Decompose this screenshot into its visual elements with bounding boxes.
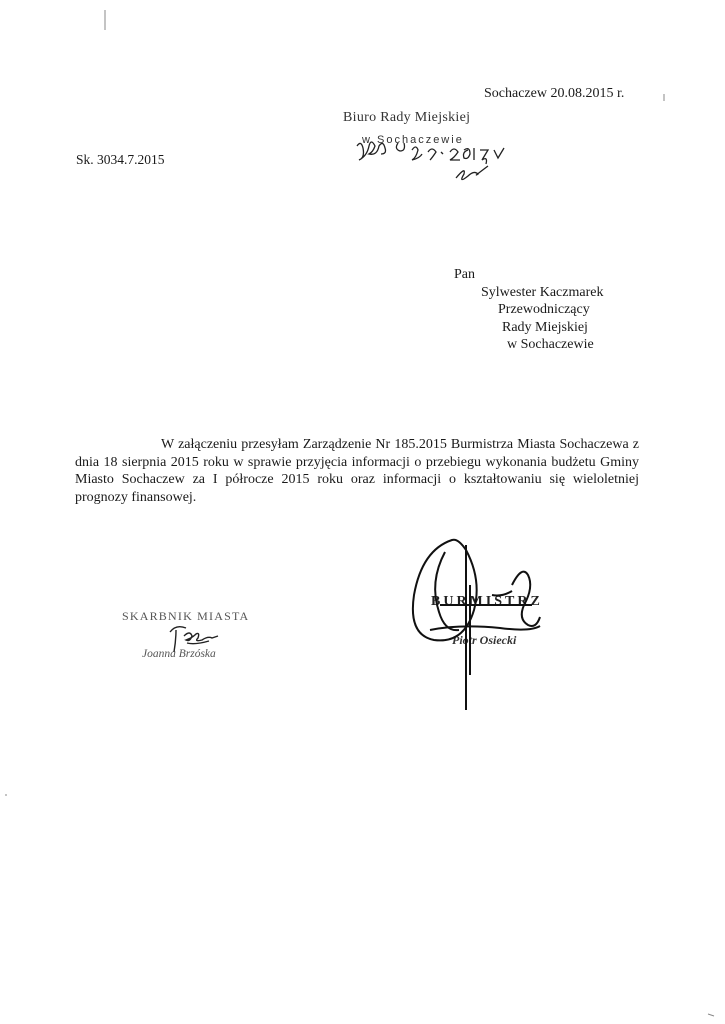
stamp-title: Biuro Rady Miejskiej	[343, 110, 471, 125]
recipient-line: Pan	[454, 267, 475, 282]
treasurer-signature	[170, 627, 218, 652]
letter-body: W załączeniu przesyłam Zarządzenie Nr 185.2015 Burmistrza Miasta Sochaczewa z dnia 18 sierpnia 2015 roku w sprawie przyjęcia informacji o przebiegu wykonania budżetu Gminy Miasto Sochaczew za I półrocze 2015 roku oraz informacji o kształtowaniu się wieloletniej prognozy finansowej.	[75, 437, 639, 505]
recipient-line: w Sochaczewie	[507, 337, 594, 352]
treasurer-title: SKARBNIK MIASTA	[122, 609, 250, 623]
treasurer-name: Joanna Brzóska	[142, 648, 216, 660]
stamp-subtitle: w Sochaczewie	[362, 134, 464, 146]
recipient-line: Rady Miejskiej	[502, 319, 588, 335]
scan-mark	[708, 1014, 714, 1016]
reference-number: Sk. 3034.7.2015	[76, 152, 165, 167]
stamp-handwriting	[357, 142, 504, 180]
recipient-line: Przewodniczący	[498, 302, 590, 317]
mayor-name: Piotr Osiecki	[452, 633, 517, 647]
mayor-signature	[413, 540, 540, 710]
mayor-title: BURMISTRZ	[431, 594, 543, 609]
recipient-line: Sylwester Kaczmarek	[481, 284, 604, 300]
letter-date: Sochaczew 20.08.2015 r.	[484, 86, 625, 101]
